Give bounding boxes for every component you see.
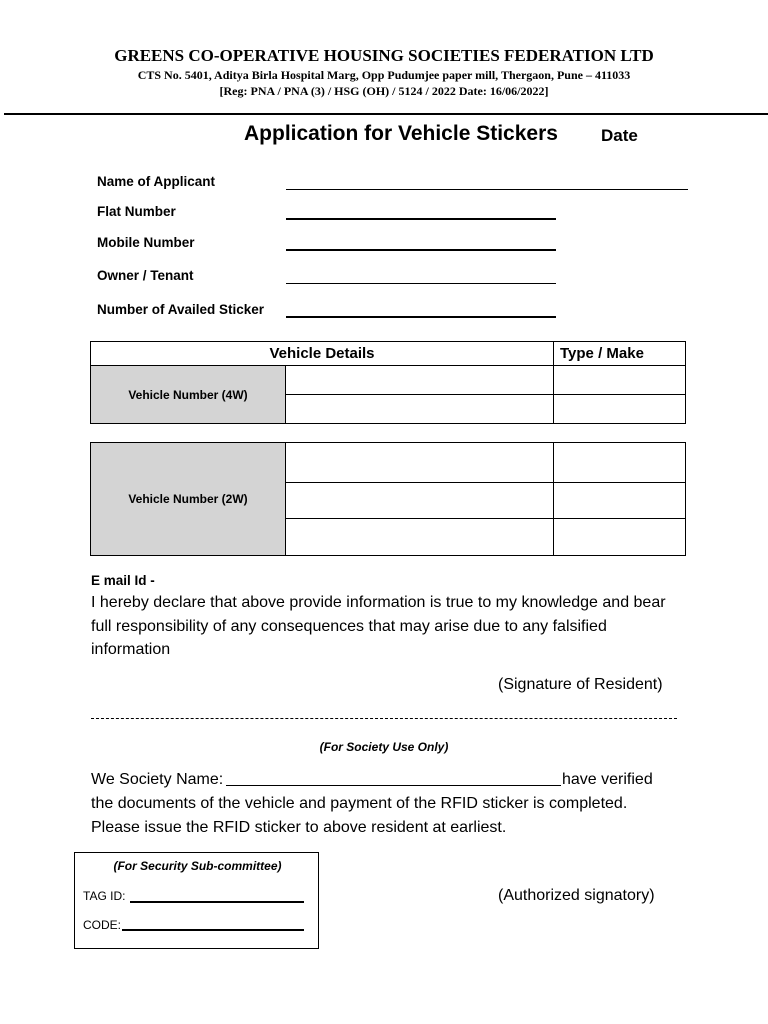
registration-line: [Reg: PNA / PNA (3) / HSG (OH) / 5124 / 2022 Date: 16/06/2022]	[219, 84, 549, 98]
email-label: E mail Id -	[91, 573, 155, 588]
type-make-header: Type / Make	[554, 342, 686, 366]
declaration-line-2: full responsibility of any consequences that may arise due to any falsified	[91, 618, 607, 635]
code-label: CODE:	[83, 918, 122, 932]
mobile-number-line[interactable]	[286, 249, 556, 251]
header-divider	[4, 113, 768, 115]
name-of-applicant-line[interactable]	[286, 189, 688, 190]
security-box-title: (For Security Sub-committee)	[113, 859, 282, 873]
society-use-only-label: (For Society Use Only)	[319, 740, 449, 754]
vehicle-table-4w	[90, 341, 686, 424]
vehicle-details-header: Vehicle Details	[91, 342, 554, 366]
vehicle-table-2w	[90, 442, 686, 556]
organization-name: GREENS CO-OPERATIVE HOUSING SOCIETIES FEDERATION LTD	[114, 46, 654, 65]
declaration-line-3: information	[91, 641, 171, 658]
society-text-line-2: the documents of the vehicle and payment of the RFID sticker is completed.	[91, 795, 628, 812]
cut-line-divider	[91, 718, 677, 719]
tag-id-label: TAG ID:	[83, 889, 126, 903]
society-text-line-3: Please issue the RFID sticker to above resident at earliest.	[91, 819, 507, 836]
vehicle-4w-number-cell-1[interactable]	[286, 366, 554, 395]
vehicle-2w-type-cell-2[interactable]	[554, 483, 686, 519]
vehicle-number-4w-label: Vehicle Number (4W)	[91, 366, 286, 424]
availed-sticker-label: Number of Availed Sticker	[97, 302, 265, 317]
vehicle-4w-type-cell-2[interactable]	[554, 395, 686, 424]
vehicle-2w-type-cell-1[interactable]	[554, 443, 686, 483]
mobile-number-label: Mobile Number	[97, 235, 195, 250]
vehicle-2w-type-cell-3[interactable]	[554, 519, 686, 556]
date-label: Date	[601, 126, 638, 145]
vehicle-2w-number-cell-3[interactable]	[286, 519, 554, 556]
flat-number-label: Flat Number	[97, 204, 176, 219]
vehicle-2w-number-cell-1[interactable]	[286, 443, 554, 483]
vehicle-4w-number-cell-2[interactable]	[286, 395, 554, 424]
owner-tenant-label: Owner / Tenant	[97, 268, 194, 283]
organization-address: CTS No. 5401, Aditya Birla Hospital Marg, Opp Pudumjee paper mill, Thergaon, Pune – 411033	[137, 68, 631, 82]
code-line[interactable]	[122, 929, 304, 931]
name-of-applicant-label: Name of Applicant	[97, 174, 216, 189]
society-name-suffix: have verified	[562, 771, 653, 788]
security-subcommittee-box	[74, 852, 319, 949]
form-title: Application for Vehicle Stickers	[244, 122, 558, 145]
vehicle-number-2w-label: Vehicle Number (2W)	[91, 443, 286, 556]
authorized-signatory: (Authorized signatory)	[498, 887, 655, 904]
declaration-line-1: I hereby declare that above provide information is true to my knowledge and bear	[91, 594, 666, 611]
owner-tenant-line[interactable]	[286, 283, 556, 284]
availed-sticker-line[interactable]	[286, 316, 556, 318]
flat-number-line[interactable]	[286, 218, 556, 220]
vehicle-4w-type-cell-1[interactable]	[554, 366, 686, 395]
tag-id-line[interactable]	[130, 901, 304, 903]
society-name-prefix: We Society Name:	[91, 771, 224, 788]
society-name-line[interactable]	[226, 785, 561, 786]
signature-of-resident: (Signature of Resident)	[498, 676, 663, 693]
vehicle-2w-number-cell-2[interactable]	[286, 483, 554, 519]
